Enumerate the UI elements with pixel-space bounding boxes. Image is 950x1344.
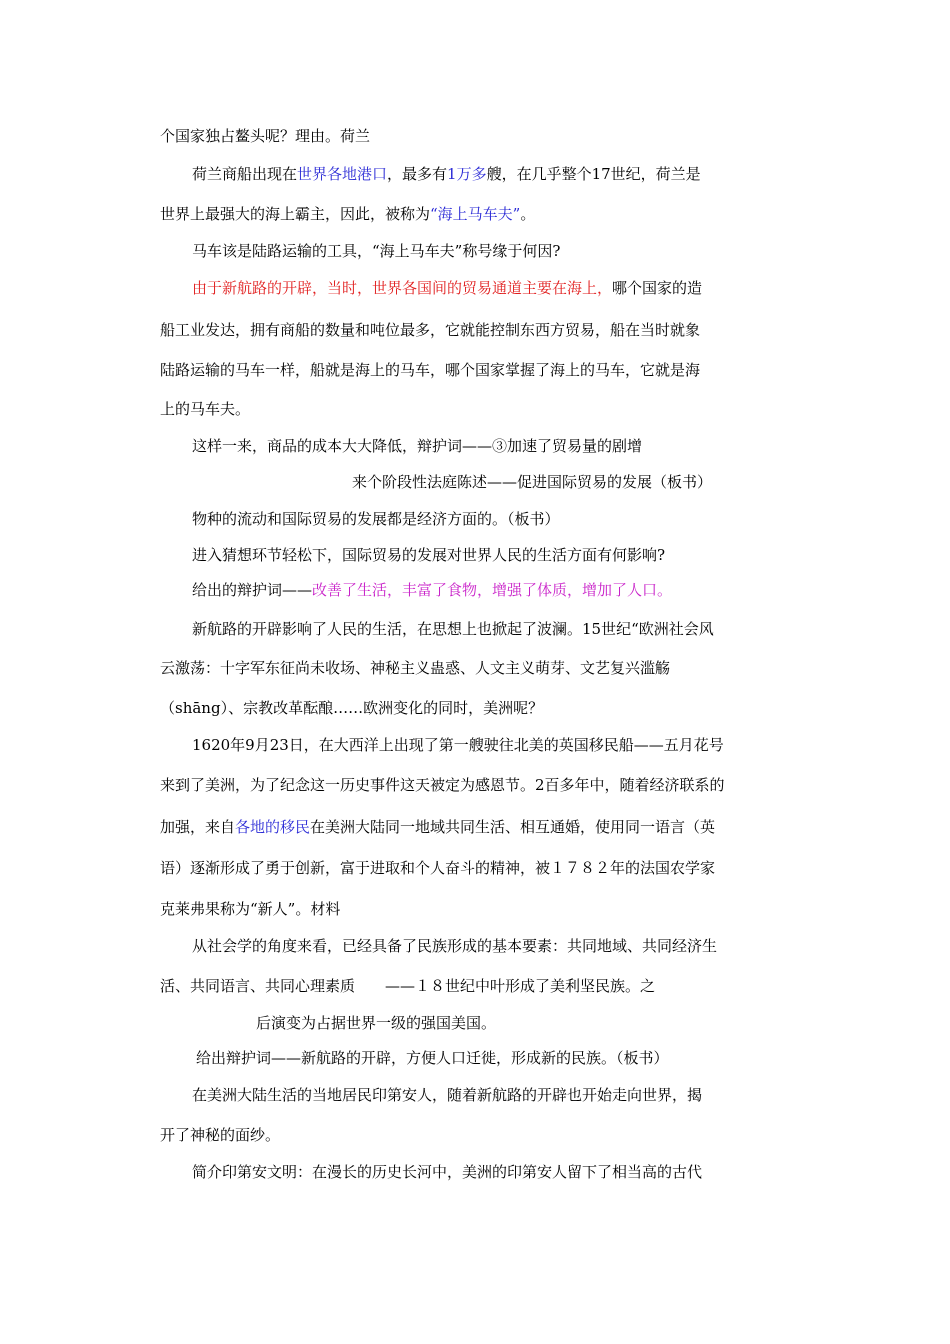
text-segment: 1620年9月23日，在大西洋上出现了第一艘驶往北美的英国移民船——五月花号 — [192, 736, 724, 754]
text-line — [192, 278, 702, 298]
text-segment: 在美洲大陆同一地域共同生活、相互通婚，使用同一语言（英 — [310, 818, 716, 836]
text-segment: 给出辩护词——新航路的开辟，方便人口迁徙，形成新的民族。（板书） — [196, 1049, 669, 1067]
text-line — [192, 509, 560, 529]
text-segment: 给出的辩护词—— — [192, 581, 313, 599]
text-line — [160, 858, 715, 878]
text-line — [192, 241, 560, 261]
text-segment: 上的马车夫。 — [160, 400, 251, 418]
text-line — [192, 164, 701, 184]
text-segment: 克莱弗果称为“新人”。材料 — [160, 900, 341, 918]
text-line — [192, 545, 665, 565]
text-segment: 船工业发达，拥有商船的数量和吨位最多，它就能控制东西方贸易，船在当时就象 — [160, 321, 701, 339]
text-line — [160, 399, 250, 419]
text-line — [256, 1013, 496, 1033]
text-segment: 在美洲大陆生活的当地居民印第安人，随着新航路的开辟也开始走向世界，揭 — [192, 1086, 703, 1104]
text-line — [192, 580, 672, 600]
text-segment: 开了神秘的面纱。 — [160, 1126, 281, 1144]
text-segment: 语）逐渐形成了勇于创新，富于进取和个人奋斗的精神，被１７８２年的法国农学家 — [160, 859, 716, 877]
text-segment: ，最多有 — [387, 165, 448, 183]
text-line — [192, 735, 724, 755]
text-line — [160, 126, 370, 146]
text-line — [160, 658, 670, 678]
text-line — [196, 1048, 669, 1068]
text-line — [160, 320, 700, 340]
text-segment: 陆路运输的马车一样，船就是海上的马车，哪个国家掌握了海上的马车，它就是海 — [160, 361, 701, 379]
text-segment: 改善了生活，丰富了食物，增强了体质，增加了人口。 — [312, 581, 673, 599]
text-line — [160, 817, 715, 837]
text-segment: 云激荡：十字军东征尚未收场、神秘主义蛊惑、人文主义萌芽、文艺复兴滥觞 — [160, 659, 671, 677]
text-segment: 马车该是陆路运输的工具，“海上马车夫”称号缘于何因? — [192, 242, 561, 260]
text-segment: 个国家独占鳌头呢？理由。荷兰 — [160, 127, 371, 145]
text-segment: 荷兰商船出现在 — [192, 165, 298, 183]
text-segment: 来个阶段性法庭陈述——促进国际贸易的发展（板书） — [352, 473, 713, 491]
text-line — [160, 1125, 280, 1145]
text-segment: 从社会学的角度来看，已经具备了民族形成的基本要素：共同地域、共同经济生 — [192, 937, 718, 955]
text-line — [352, 472, 712, 492]
text-segment: 活、共同语言、共同心理素质 ——１８世纪中叶形成了美利坚民族。之 — [160, 977, 656, 995]
text-line — [192, 436, 642, 456]
text-line — [192, 936, 717, 956]
text-segment: 来到了美洲，为了纪念这一历史事件这天被定为感恩节。2百多年中，随着经济联系的 — [160, 776, 725, 794]
text-segment: 物种的流动和国际贸易的发展都是经济方面的。（板书） — [192, 510, 560, 528]
text-line — [192, 1085, 702, 1105]
text-line — [160, 976, 655, 996]
text-line — [160, 360, 700, 380]
text-line — [192, 1162, 702, 1182]
text-segment: 各地的移民 — [235, 818, 311, 836]
text-segment: 艘，在几乎整个17世纪，荷兰是 — [486, 165, 701, 183]
text-segment: （shāng）、宗教改革酝酿……欧洲变化的同时，美洲呢？ — [160, 699, 544, 717]
text-line — [160, 204, 535, 224]
text-segment: 世界上最强大的海上霸主，因此，被称为 — [160, 205, 431, 223]
text-segment: “海上马车夫” — [430, 205, 521, 223]
text-segment: 加强，来自 — [160, 818, 236, 836]
text-segment: 由于新航路的开辟，当时，世界各国间的贸易通道主要在海上， — [192, 279, 613, 297]
text-segment: 后演变为占据世界一级的强国美国。 — [256, 1014, 497, 1032]
text-segment: 。 — [520, 205, 536, 223]
text-segment: 进入猜想环节轻松下，国际贸易的发展对世界人民的生活方面有何影响? — [192, 546, 666, 564]
text-segment: 哪个国家的造 — [612, 279, 703, 297]
text-line — [160, 899, 340, 919]
text-segment: 世界各地港口 — [297, 165, 388, 183]
text-segment: 简介印第安文明：在漫长的历史长河中，美洲的印第安人留下了相当高的古代 — [192, 1163, 703, 1181]
text-line — [160, 775, 725, 795]
text-segment: 这样一来，商品的成本大大降低，辩护词——③加速了贸易量的剧增 — [192, 437, 643, 455]
text-line — [192, 619, 714, 639]
text-line — [160, 698, 543, 718]
text-segment: 1万多 — [447, 165, 487, 183]
text-segment: 新航路的开辟影响了人民的生活，在思想上也掀起了波澜。15世纪“欧洲社会风 — [192, 620, 714, 638]
